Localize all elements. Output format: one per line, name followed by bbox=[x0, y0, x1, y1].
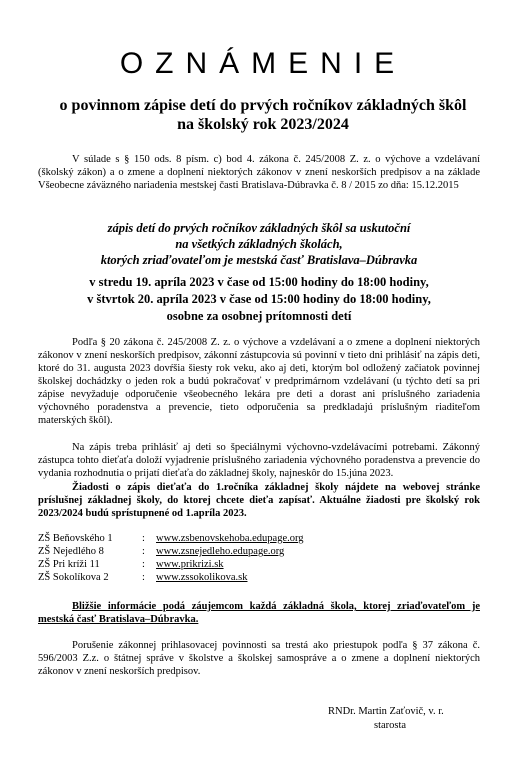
school-website-link[interactable]: www.zsbenovskehoba.edupage.org bbox=[156, 533, 304, 544]
legal-paragraph-2: Na zápis treba prihlásiť aj deti so špeciálnymi výchovno-vzdelávacími potrebami. Zákonný zástupca tohto dieťaťa doloží vyjadrenie príslušného zariadenia výchovného poradenstva a prevencie do vydania rozhodnutia o prijatí dieťaťa do základnej školy, najneskôr do 15.júna 2023. bbox=[38, 442, 480, 479]
school-name: ZŠ Sokolíkova 2 bbox=[38, 572, 109, 583]
signature-role: starosta bbox=[374, 720, 407, 731]
signature bbox=[328, 705, 444, 733]
date-line-1: v stredu 19. apríla 2023 v čase od 15:00 hodiny do 18:00 hodiny, bbox=[89, 275, 429, 289]
intro-paragraph: V súlade s § 150 ods. 8 písm. c) bod 4. zákona č. 245/2008 Z. z. o výchove a vzdelávaní (školský zákon) a o zmene a doplnení niektorých zákonov v znení neskorších predpisov a na základe Všeobecne záväzného nariadenia mestskej časti Bratislava-Dúbravka č. 8 / 2015 zo dňa: 15.12.2015 bbox=[38, 154, 480, 191]
school-name: ZŠ Beňovského 1 bbox=[38, 533, 113, 544]
school-row: ZŠ Beňovského 1 : www.zsbenovskehoba.edupage.org bbox=[38, 533, 304, 544]
subtitle-line-2: na školský rok 2023/2024 bbox=[177, 116, 349, 133]
signature-name: RNDr. Martin Zaťovič, v. r. bbox=[328, 706, 444, 717]
date-line-2: v štvrtok 20. apríla 2023 v čase od 15:00 hodiny do 18:00 hodiny, bbox=[87, 292, 431, 306]
enrollment-dates bbox=[38, 274, 480, 325]
subtitle-line-1: o povinnom zápise detí do prvých ročníkov základných škôl bbox=[59, 97, 467, 114]
school-website-link[interactable]: www.prikrizi.sk bbox=[156, 559, 224, 570]
announcement bbox=[38, 220, 480, 268]
school-row: ZŠ Sokolíkova 2 : www.zssokolikova.sk bbox=[38, 572, 248, 583]
school-website-link[interactable]: www.zssokolikova.sk bbox=[156, 572, 248, 583]
announcement-line-3: ktorých zriaďovateľom je mestská časť Bratislava–Dúbravka bbox=[100, 253, 418, 267]
announcement-line-2: na všetkých základných školách, bbox=[175, 237, 343, 251]
school-row: ZŠ Nejedlého 8 : www.zsnejedleho.edupage.org bbox=[38, 546, 285, 557]
school-name: ZŠ Nejedlého 8 bbox=[38, 546, 104, 557]
school-name: ZŠ Pri kríži 11 bbox=[38, 559, 100, 570]
school-website-link[interactable]: www.zsnejedleho.edupage.org bbox=[156, 546, 285, 557]
date-line-3: osobne za osobnej prítomnosti detí bbox=[166, 309, 352, 323]
legal-paragraph-1: Podľa § 20 zákona č. 245/2008 Z. z. o výchove a vzdelávaní a o zmene a doplnení niektorých zákonov v znení neskorších predpisov, zákonní zástupcovia sú povinní v tieto dni prihlásiť na zápis deti, ktoré do 31. augusta 2023 dovŕšia šiesty rok veku, ako aj deti, ktorým bol odložený začiatok povinnej školskej dochádzky o jeden rok a budú pokračovať v predprimárnom vzdelávaní (u týchto detí sa pri zápise nevyžaduje odporučenie všeobecného lekára pre deti a dorast ani príslušného zariadenia výchovného poradenstva a prevencie, tieto odporučenia sa predkladajú príslušným riaditeľom materských škôl). bbox=[38, 337, 480, 426]
announcement-line-1: zápis detí do prvých ročníkov základných škôl sa uskutoční bbox=[107, 221, 411, 235]
school-row: ZŠ Pri kríži 11 : www.prikrizi.sk bbox=[38, 559, 224, 570]
school-list bbox=[38, 532, 304, 584]
application-paragraph: Žiadosti o zápis dieťaťa do 1.ročníka základnej školy nájdete na webovej stránke príslušnej základnej školy, do ktorej chcete dieťa zapísať. Aktuálne žiadosti pre školský rok 2023/2024 budú sprístupnené od 1.apríla 2023. bbox=[38, 482, 480, 519]
page-title: OZNÁMENIE bbox=[119, 47, 407, 80]
info-notice: Bližšie informácie podá záujemcom každá základná škola, ktorej zriaďovateľom je mestská časť Bratislava–Dúbravka. bbox=[38, 601, 480, 625]
subtitle bbox=[40, 96, 486, 134]
penalty-paragraph: Porušenie zákonnej prihlasovacej povinnosti sa trestá ako priestupok podľa § 37 zákona č. 596/2003 Z.z. o štátnej správe v školstve a školskej samospráve a o zmene a doplnení niektorých zákonov v znení neskorších predpisov. bbox=[38, 640, 480, 677]
